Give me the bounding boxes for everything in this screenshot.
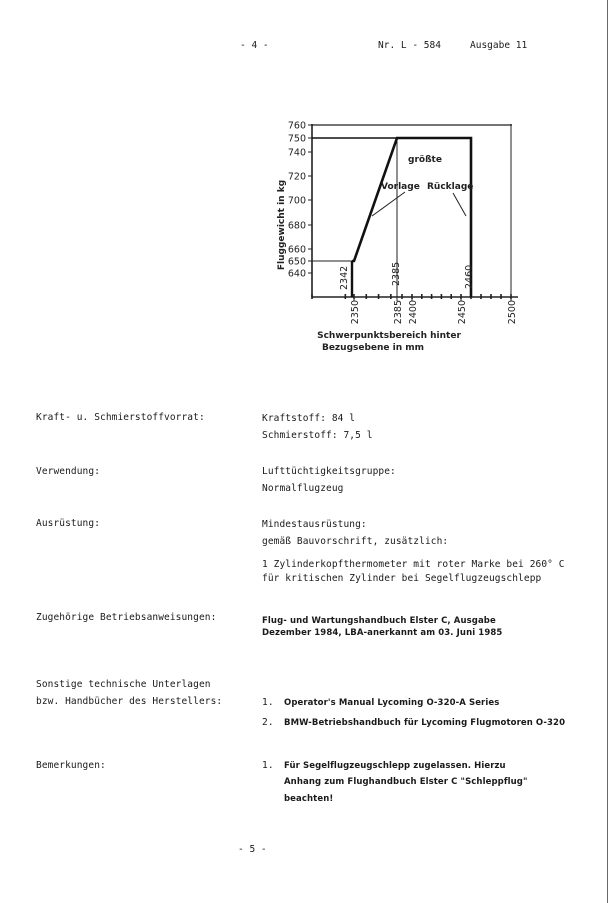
schmierstoff-value: Schmierstoff: 7,5 l <box>262 430 373 441</box>
annotation-aft: Rücklage <box>427 182 474 192</box>
bemerkungen-label: Bemerkungen: <box>36 760 106 771</box>
y-axis-title: Fluggewicht in kg <box>277 179 287 271</box>
y-tick-label: 740 <box>287 147 306 159</box>
x-axis-title-line1: Schwerpunktsbereich hinter <box>317 331 461 341</box>
betrieb-line1: Flug- und Wartungshandbuch Elster C, Ausgabe <box>262 616 496 626</box>
ausruestung-line2: gemäß Bauvorschrift, zusätzlich: <box>262 536 449 547</box>
y-tick-label: 720 <box>287 171 306 183</box>
y-tick-label: 650 <box>287 256 306 268</box>
ausruestung-line4: für kritischen Zylinder bei Segelflugzeugschlepp <box>262 573 542 584</box>
sonstige-item2: BMW-Betriebshandbuch für Lycoming Flugmotoren O-320 <box>284 718 566 728</box>
x-tick-label: 2350 <box>350 300 361 325</box>
x-tick-label: 2450 <box>457 300 468 325</box>
annotation-largest: größte <box>408 155 442 165</box>
bemerkungen-item1-number: 1. <box>262 760 274 771</box>
verwendung-label: Verwendung: <box>36 466 101 477</box>
x-tick-label: 2385 <box>393 300 404 325</box>
leader-aft <box>453 193 466 216</box>
sonstige-label-line2: bzw. Handbücher des Herstellers: <box>36 696 223 707</box>
bemerkungen-line3: beachten! <box>284 794 334 804</box>
y-tick-label: 700 <box>287 195 306 207</box>
sonstige-item2-number: 2. <box>262 717 274 728</box>
next-page-number: - 5 - <box>238 844 267 855</box>
inline-label-2385: 2385 <box>391 261 402 286</box>
sonstige-item1-number: 1. <box>262 697 274 708</box>
chart-marks <box>277 138 475 353</box>
x-axis-title-line2: Bezugsebene in mm <box>321 343 425 353</box>
chart-frame <box>288 121 518 325</box>
document-number: Nr. L - 584 <box>378 40 441 51</box>
bemerkungen-line1: Für Segelflugzeugschlepp zugelassen. Hierzu <box>284 761 506 771</box>
sonstige-item1: Operator's Manual Lycoming O-320-A Series <box>284 698 500 708</box>
issue-number: Ausgabe 11 <box>470 40 528 51</box>
y-tick-label: 660 <box>287 244 306 256</box>
bemerkungen-line2: Anhang zum Flughandbuch Elster C "Schleppflug" <box>284 777 528 787</box>
verwendung-line2: Normalflugzeug <box>262 483 344 494</box>
verwendung-line1: Lufttüchtigkeitsgruppe: <box>262 466 396 477</box>
annotation-forward: Vorlage <box>381 182 420 192</box>
x-tick-label: 2400 <box>408 300 419 325</box>
y-tick-label: 680 <box>287 220 306 232</box>
y-tick-label: 750 <box>287 133 306 145</box>
y-tick-label: 760 <box>287 120 306 132</box>
ausruestung-label: Ausrüstung: <box>36 518 101 529</box>
inline-label-2460: 2460 <box>464 264 475 289</box>
kraft-label: Kraft- u. Schmierstoffvorrat: <box>36 412 205 423</box>
betrieb-label: Zugehörige Betriebsanweisungen: <box>36 612 217 623</box>
sonstige-label-line1: Sonstige technische Unterlagen <box>36 679 211 690</box>
page-edge <box>607 0 608 903</box>
inline-label-2342: 2342 <box>339 265 350 290</box>
weight-balance-chart <box>262 112 532 362</box>
ausruestung-line3: 1 Zylinderkopfthermometer mit roter Marke bei 260° C <box>262 559 565 570</box>
y-tick-label: 640 <box>287 268 306 280</box>
ausruestung-line1: Mindestausrüstung: <box>262 519 367 530</box>
page-number: - 4 - <box>240 40 269 51</box>
betrieb-line2: Dezember 1984, LBA-anerkannt am 03. Juni 1985 <box>262 628 503 638</box>
kraftstoff-value: Kraftstoff: 84 l <box>262 413 356 424</box>
x-tick-label: 2500 <box>507 300 518 325</box>
